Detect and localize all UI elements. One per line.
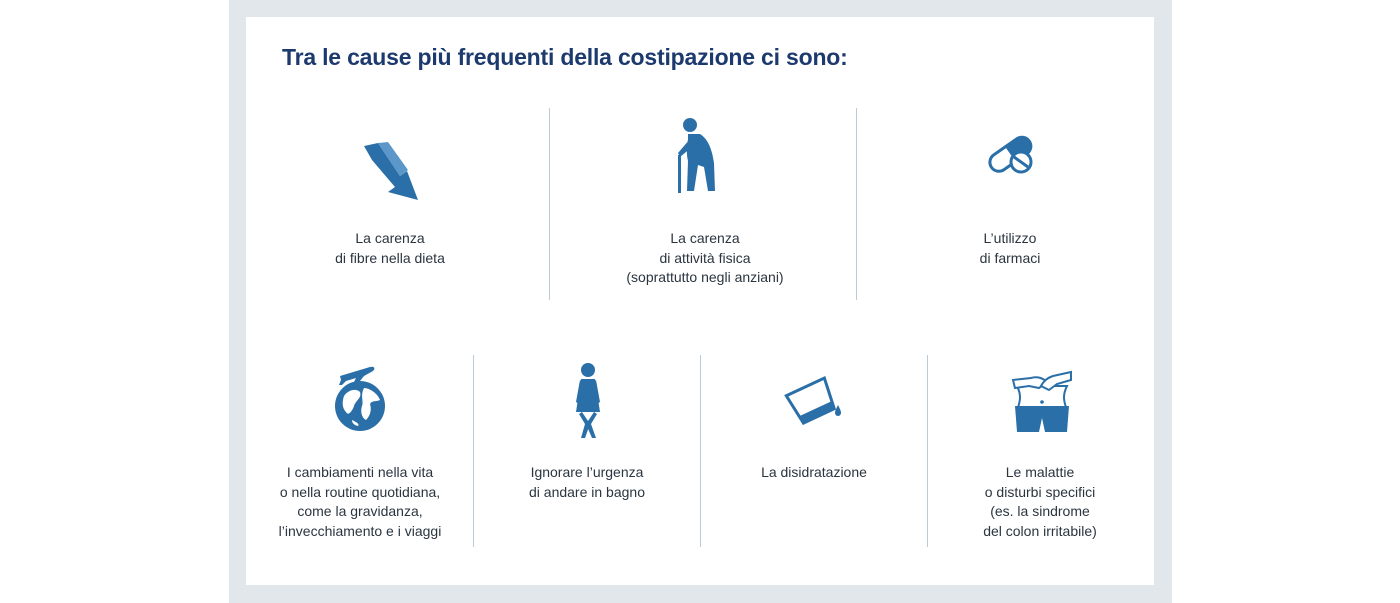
cause-label: La carenza di fibre nella dieta <box>335 230 445 266</box>
divider <box>700 355 701 547</box>
divider <box>856 108 857 300</box>
cause-label: La disidratazione <box>761 464 867 480</box>
cause-label: Le malattie o disturbi specifici (es. la sindrome del colon irritabile) <box>983 464 1097 539</box>
globe-airplane-icon <box>330 362 388 434</box>
spilled-glass-icon <box>783 375 845 425</box>
urgency-person-icon <box>570 362 606 440</box>
divider <box>473 355 474 547</box>
pills-icon <box>985 130 1037 174</box>
page-title: Tra le cause più frequenti della costipazione ci sono: <box>282 44 848 70</box>
divider <box>927 355 928 547</box>
cause-label: Ignorare l’urgenza di andare in bagno <box>529 464 645 500</box>
abdomen-hands-icon <box>1011 366 1073 434</box>
cause-label: La carenza di attività fisica (soprattutto negli anziani) <box>626 230 784 285</box>
down-arrow-icon <box>360 140 422 204</box>
elderly-person-icon <box>670 117 720 195</box>
cause-label: I cambiamenti nella vita o nella routine quotidiana, come la gravidanza, l’invecchiamento e i viaggi <box>278 464 442 539</box>
divider <box>549 108 550 300</box>
cause-label: L’utilizzo di farmaci <box>979 230 1041 266</box>
